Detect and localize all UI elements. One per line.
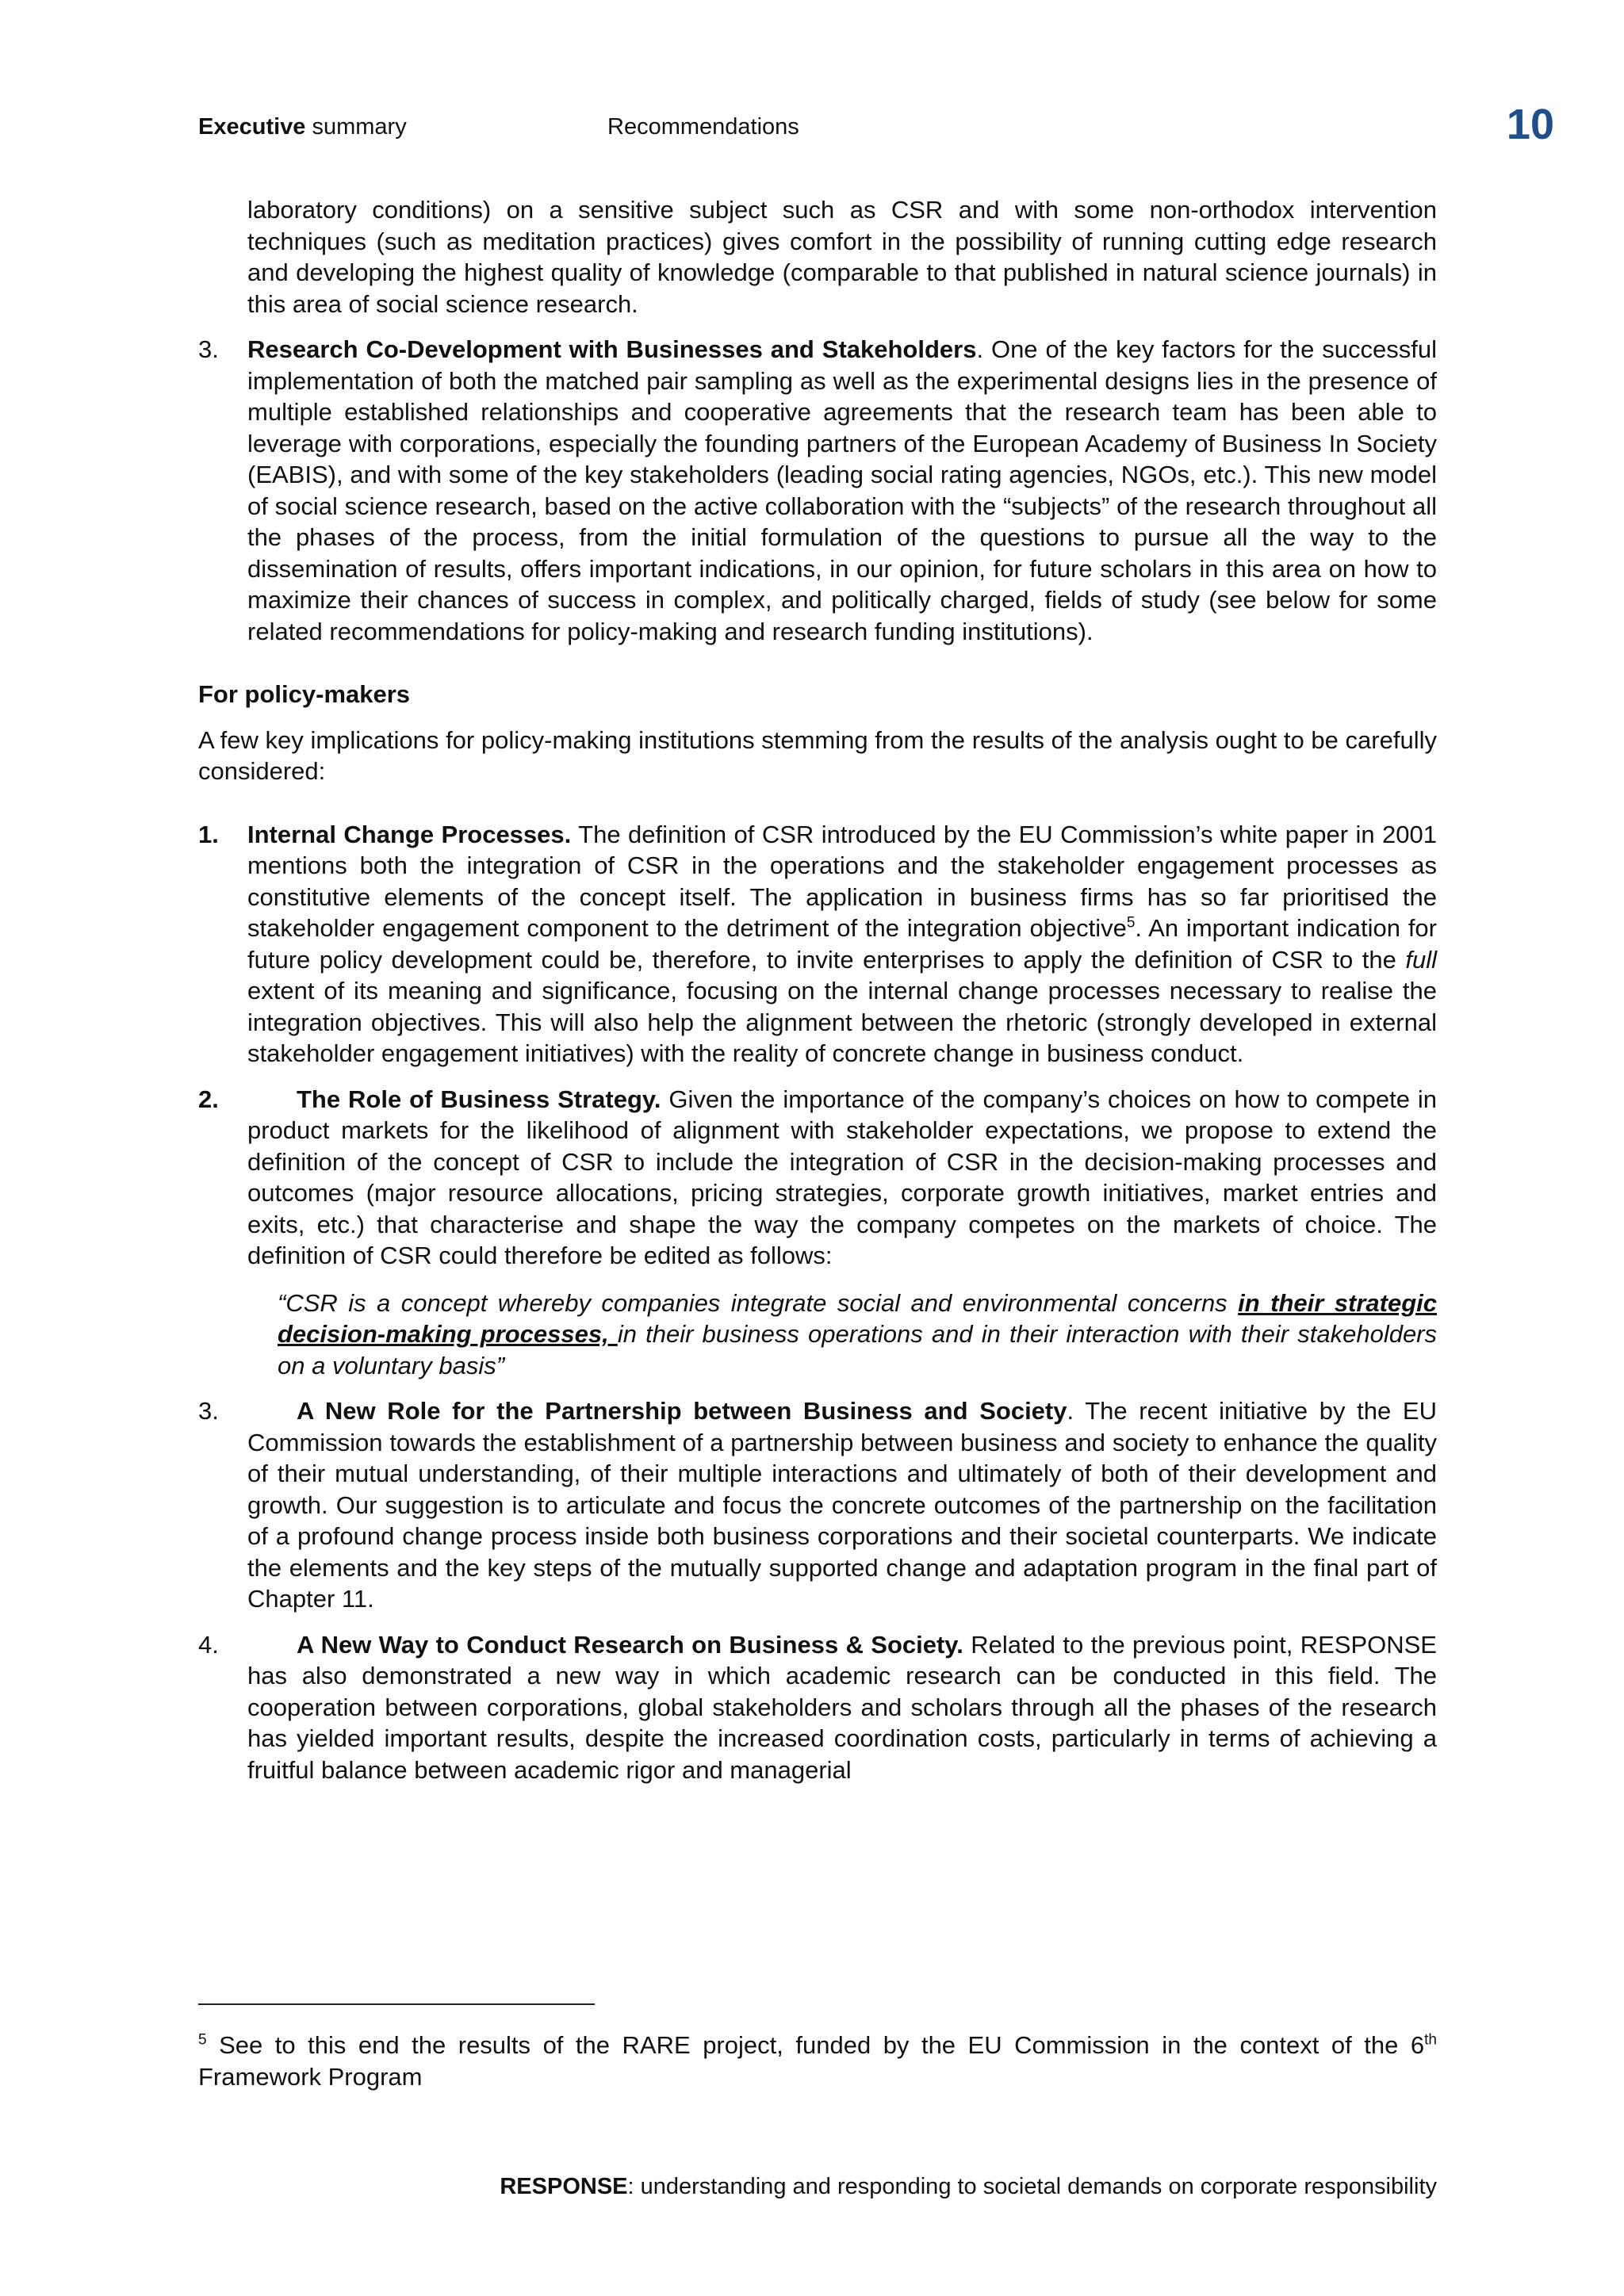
item-text: Given the importance of the company’s choices on how to compete in product markets for the likelihood of alignment with stakeholder expectations, we propose to extend the definition of the concept of CSR to include the integration of CSR in the decision-making processes and outcomes (major resource allocations, pricing strategies, corporate growth initiatives, market entries and exits, etc.) that characterise and shape the way the company competes on the markets of choice. The definition of CSR could therefore be edited as follows: [247, 1085, 1437, 1269]
footnote-separator [198, 2003, 595, 2005]
emphasis-text: full [1405, 945, 1437, 974]
body-text [198, 194, 1437, 1800]
footnote-text: $^5$ See to this end the results of the RARE project, funded by the EU Commission in the context of the 6th Framework Program [198, 2031, 1437, 2091]
item-text: extent of its meaning and significance, focusing on the internal change processes necessary to realise the integration objectives. This will also help the alignment between the rhetoric (strongly developed in external stakeholder engagement initiatives) with the reality of concrete change in business conduct. [247, 977, 1437, 1067]
footer-text: : understanding and responding to societal demands on corporate responsibility [627, 2174, 1437, 2199]
item-title: Research Co-Development with Businesses and Stakeholders [247, 335, 977, 363]
ordinal-suffix: th [1424, 2031, 1437, 2049]
quote-underlined-text: in their strategic decision-making processes, [278, 1288, 1437, 1348]
policy-item-1 [198, 819, 1437, 1070]
footer-project-name: RESPONSE [500, 2174, 628, 2199]
item-body [247, 1395, 1437, 1615]
continued-paragraph: laboratory conditions) on a sensitive subject such as CSR and with some non-orthodox intervention techniques (such as meditation practices) gives comfort in the possibility of running cutting edge research and developing the highest quality of knowledge (comparable to that published in natural science journals) in this area of social science research. [247, 196, 1437, 318]
item-text: . One of the key factors for the successful implementation of both the matched pair sampling as well as the experimental designs lies in the presence of multiple established relationships and cooperative agreements that the research team has been able to leverage with corporations, especially the founding partners of the European Academy of Business In Society (EABIS), and with some of the key stakeholders (leading social rating agencies, NGOs, etc.). This new model of social science research, based on the active collaboration with the “subjects” of the research throughout all the phases of the process, from the initial formulation of the questions to pursue all the way to the dissemination of results, offers important indications, in our opinion, for future scholars in this area on how to maximize their chances of success in complex, and politically charged, fields of study (see below for some related recommendations for policy-making and research funding institutions). [247, 335, 1437, 645]
item-title: A New Role for the Partnership between Business and Society [297, 1397, 1067, 1425]
item-body [247, 334, 1437, 647]
item-number: 4. [198, 1630, 219, 1659]
item-body [247, 1084, 1437, 1272]
item-number: 2. [198, 1085, 219, 1113]
policy-intro: A few key implications for policy-making institutions stemming from the results of the analysis ought to be carefully considered: [198, 725, 1437, 785]
item-title: The Role of Business Strategy. [297, 1085, 661, 1113]
section-name [198, 114, 407, 140]
page-header [198, 101, 1554, 159]
policy-item-4 [198, 1629, 1437, 1786]
page-footer [500, 2174, 1437, 2200]
policy-heading: For policy-makers [198, 680, 411, 708]
csr-definition-quote: “CSR is a concept whereby companies integrate social and environmental concerns in their strategic decision-making processes, in their business operations and in their interaction with their stakeholders on a voluntary basis” [278, 1288, 1438, 1380]
research-item-3 [198, 334, 1437, 647]
item-number: 3. [198, 1397, 219, 1425]
item-body [247, 1629, 1437, 1786]
item-text: Related to the previous point, RESPONSE has also demonstrated a new way in which academic research can be conducted in this field. The cooperation between corporations, global stakeholders and scholars through all the phases of the research has yielded important results, despite the increased coordination costs, particularly in terms of achieving a fruitful balance between academic rigor and managerial [247, 1630, 1437, 1784]
policy-item-3 [198, 1395, 1437, 1615]
footnote-number: 5 [198, 2031, 207, 2049]
section-name-rest: summary [305, 114, 407, 140]
item-text: The definition of CSR introduced by the EU Commission’s white paper in 2001 mentions both the integration of CSR in the operations and the stakeholder engagement processes as constitutive elements of the concept itself. The application in business firms has so far prioritised the stakeholder engagement component to the detriment of the integration objective [247, 820, 1437, 942]
policy-item-2 [198, 1084, 1437, 1272]
item-title: Internal Change Processes. [247, 820, 572, 848]
footnote [198, 2030, 1437, 2092]
section-name-bold: Executive [198, 114, 306, 140]
item-text: . An important indication for future policy development could be, therefore, to invite enterprises to apply the definition of CSR to the [247, 914, 1437, 974]
item-title: A New Way to Conduct Research on Business & Society. [297, 1630, 963, 1659]
item-body [247, 819, 1437, 1070]
footnote-reference: 5 [1126, 914, 1136, 932]
item-number: 3. [198, 335, 219, 363]
item-number: 1. [198, 820, 219, 848]
page-number: 10 [1506, 101, 1554, 148]
chapter-name: Recommendations [607, 114, 799, 140]
item-text: . The recent initiative by the EU Commission towards the establishment of a partnership between business and society to enhance the quality of their mutual understanding, of their multiple interactions and ultimately of both of their development and growth. Our suggestion is to articulate and focus the concrete outcomes of the partnership on the facilitation of a profound change process inside both business corporations and their societal counterparts. We indicate the elements and the key steps of the mutually supported change and adaptation program in the final part of Chapter 11. [247, 1397, 1437, 1613]
